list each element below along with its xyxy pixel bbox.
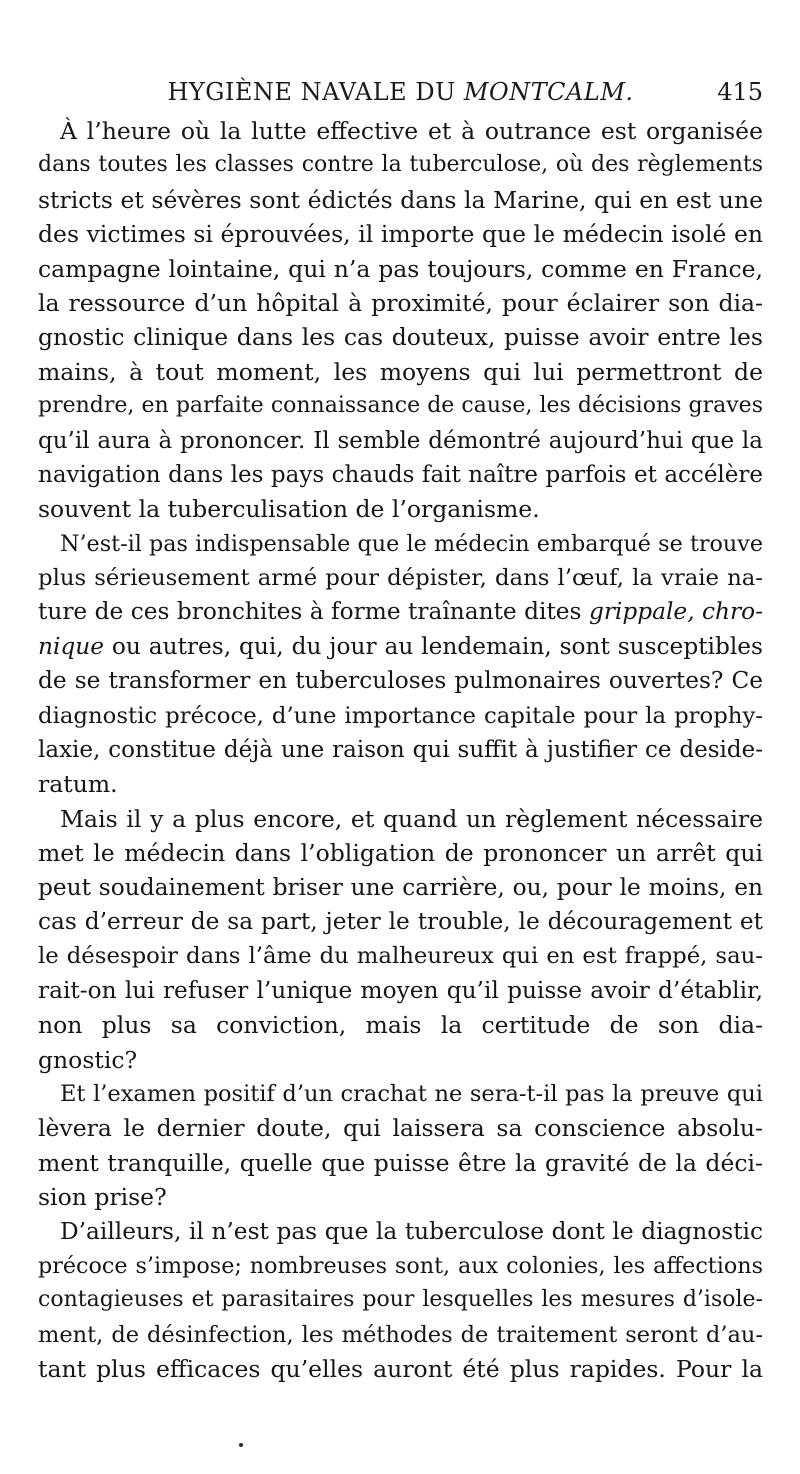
running-title bbox=[38, 78, 763, 106]
text-line: lèvera le dernier doute, qui laissera sa conscience absolu- bbox=[38, 1114, 763, 1143]
running-head bbox=[38, 78, 763, 114]
paragraph-4 bbox=[38, 1077, 763, 1215]
text-segment: ou autres, qui, du jour au lendemain, sont susceptibles bbox=[104, 632, 763, 660]
text-line: ment, de désinfection, les méthodes de traitement seront d’au- bbox=[38, 1321, 763, 1348]
text-line: Mais il y a plus encore, et quand un règlement nécessaire bbox=[60, 804, 763, 833]
text-line: rait-on lui refuser l’unique moyen qu’il puisse avoir d’établir, bbox=[38, 976, 763, 1004]
print-speck bbox=[239, 1443, 243, 1447]
text-body bbox=[38, 114, 763, 1386]
text-line: diagnostic précoce, d’une importance capitale pour la prophy- bbox=[38, 702, 763, 729]
paragraph-1 bbox=[38, 114, 763, 527]
italic-term: nique bbox=[38, 632, 105, 660]
text-line: D’ailleurs, il n’est pas que la tuberculose dont le diagnostic bbox=[60, 1217, 763, 1245]
text-line: contagieuses et parasitaires pour lesquelles les mesures d’isole- bbox=[38, 1287, 763, 1313]
text-line: souvent la tuberculisation de l’organisme. bbox=[38, 495, 540, 524]
text-line: campagne lointaine, qui n’a pas toujours, comme en France, bbox=[38, 254, 763, 283]
text-line: sion prise? bbox=[38, 1183, 167, 1212]
text-line: mains, à tout moment, les moyens qui lui permettront de bbox=[38, 357, 763, 386]
text-line: cas d’erreur de sa part, jeter le trouble, le découragement et bbox=[38, 907, 763, 935]
text-segment: ture de ces bronchites à forme traînante dites bbox=[38, 598, 589, 626]
text-line: prendre, en parfaite connaissance de cause, les décisions graves bbox=[38, 393, 763, 419]
text-line: ratum. bbox=[38, 770, 118, 799]
text-line: ment tranquille, quelle que puisse être la gravité de la déci- bbox=[38, 1148, 763, 1177]
page-number: 415 bbox=[717, 78, 763, 106]
text-line bbox=[38, 595, 763, 629]
paragraph-2 bbox=[38, 527, 763, 802]
text-line: non plus sa conviction, mais la certitude de son dia- bbox=[38, 1011, 763, 1040]
text-line: N’est-il pas indispensable que le médecin embarqué se trouve bbox=[60, 530, 763, 557]
running-title-ship-name: MONTCALM. bbox=[463, 78, 634, 106]
text-line: peut soudainement briser une carrière, ou, pour le moins, en bbox=[38, 873, 763, 901]
text-line: gnostic clinique dans les cas douteux, puisse avoir entre les bbox=[38, 323, 763, 352]
text-line: la ressource d’un hôpital à proximité, pour éclairer son dia- bbox=[38, 288, 763, 317]
running-title-text: HYGIÈNE NAVALE DU bbox=[167, 78, 464, 106]
text-line: met le médecin dans l’obligation de prononcer un arrêt qui bbox=[38, 839, 763, 868]
paragraph-5 bbox=[38, 1215, 763, 1387]
italic-term: grippale, chro- bbox=[588, 598, 763, 626]
text-line: le désespoir dans l’âme du malheureux qui en est frappé, sau- bbox=[38, 943, 763, 970]
text-line: tant plus efficaces qu’elles auront été plus rapides. Pour la bbox=[38, 1355, 763, 1384]
paragraph-3 bbox=[38, 802, 763, 1077]
text-line: plus sérieusement armé pour dépister, dans l’œuf, la vraie na- bbox=[38, 565, 763, 592]
text-line: de se transformer en tuberculoses pulmonaires ouvertes? Ce bbox=[38, 667, 763, 695]
text-line: stricts et sévères sont édictés dans la Marine, qui en est une bbox=[38, 185, 763, 214]
text-line: gnostic? bbox=[38, 1045, 138, 1074]
text-line: Et l’examen positif d’un crachat ne sera-t-il pas la preuve qui bbox=[60, 1080, 763, 1107]
text-line bbox=[38, 630, 763, 664]
text-line: qu’il aura à prononcer. Il semble démontré aujourd’hui que la bbox=[38, 427, 763, 454]
text-line: laxie, constitue déjà une raison qui suffit à justifier ce deside- bbox=[38, 737, 763, 764]
text-line: dans toutes les classes contre la tuberculose, où des règlements bbox=[38, 152, 763, 178]
text-line: précoce s’impose; nombreuses sont, aux colonies, les affections bbox=[38, 1252, 763, 1279]
text-line: des victimes si éprouvées, il importe que le médecin isolé en bbox=[38, 220, 763, 249]
text-line: navigation dans les pays chauds fait naître parfois et accélère bbox=[38, 461, 763, 488]
text-line: À l’heure où la lutte effective et à outrance est organisée bbox=[60, 117, 763, 145]
